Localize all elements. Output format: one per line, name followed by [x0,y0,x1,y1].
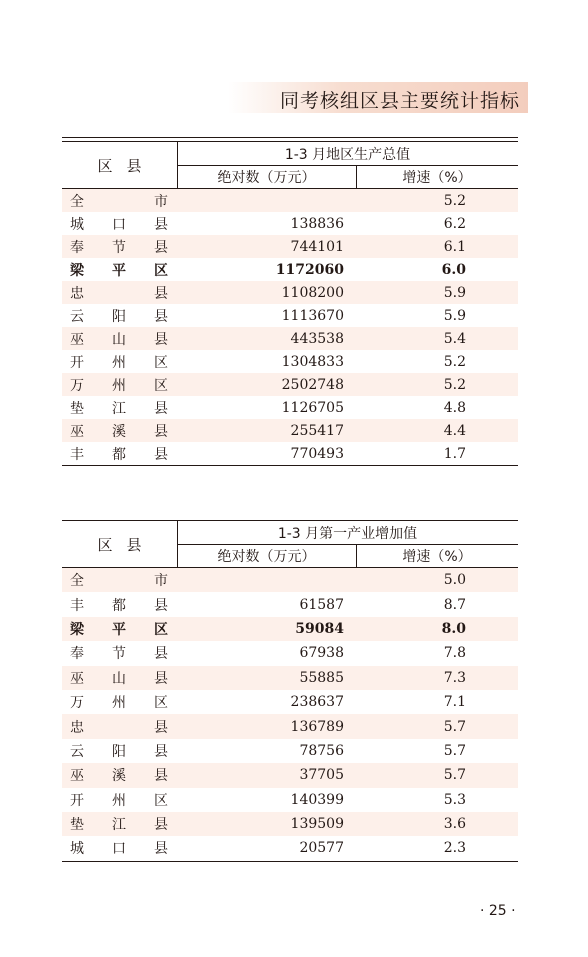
district-name [62,235,177,258]
district-name-char: 县 [154,768,168,785]
district-name-char: 忠 [70,719,84,736]
district-name-char: 山 [112,331,126,348]
growth-rate: 5.2 [443,353,466,370]
absolute-value: 61587 [299,596,344,613]
absolute-value: 2502748 [281,376,344,393]
table-row [62,350,518,373]
absolute-value: 136789 [290,718,344,735]
absolute-column-header: 绝对数（万元） [217,169,316,186]
district-name-char: 州 [112,792,126,809]
district-name-char: 县 [154,423,168,440]
district-name-char: 万 [70,377,84,394]
growth-rate: 1.7 [443,445,466,462]
growth-rate: 3.6 [443,816,466,833]
table-bottom-rule [62,465,518,466]
district-name-char: 云 [70,308,84,325]
district-name-char: 巫 [70,768,84,785]
district-name-char: 区 [154,792,168,809]
section-title: 同考核组区县主要统计指标 [279,90,520,112]
district-name-char: 奉 [70,239,84,256]
district-name [62,836,177,860]
district-name-char: 市 [154,193,168,210]
absolute-value: 138836 [290,215,344,232]
table-row [62,812,518,836]
district-name [62,714,177,738]
district-name [62,396,177,419]
district-name [62,419,177,442]
growth-rate: 4.4 [443,422,466,439]
district-name-char: 口 [112,216,126,233]
growth-rate: 5.4 [443,330,466,347]
district-name [62,304,177,327]
district-name [62,788,177,812]
district-name-char: 开 [70,792,84,809]
table-title: 1-3 月地区生产总值 [284,146,411,163]
absolute-value: 1126705 [281,399,344,416]
district-name-char: 垫 [70,817,84,834]
growth-rate: 5.2 [443,192,466,209]
district-name [62,592,177,616]
district-name-char: 垫 [70,400,84,417]
absolute-value: 1108200 [281,284,344,301]
growth-rate: 8.7 [443,596,466,613]
table-body [62,189,518,465]
district-name-char: 口 [112,841,126,858]
district-name-char: 云 [70,743,84,760]
absolute-column-header: 绝对数（万元） [217,548,316,565]
growth-rate: 6.1 [443,238,466,255]
growth-rate: 2.3 [443,840,466,857]
district-name-char: 县 [154,646,168,663]
growth-rate: 5.7 [443,718,466,735]
table-row [62,836,518,860]
district-name [62,763,177,787]
district-name-char: 区 [154,354,168,371]
district-name-char: 溪 [112,768,126,785]
district-name-char: 平 [112,262,126,279]
absolute-value: 443538 [290,330,344,347]
district-name-char: 县 [154,239,168,256]
absolute-value: 59084 [295,620,344,637]
table-row [62,396,518,419]
district-name [62,327,177,350]
growth-rate: 7.8 [443,645,466,662]
absolute-value: 140399 [290,791,344,808]
absolute-value: 67938 [299,645,344,662]
district-name-char: 县 [154,308,168,325]
table-row [62,281,518,304]
table-row [62,763,518,787]
district-name-char: 城 [70,841,84,858]
table-row [62,788,518,812]
growth-rate: 5.7 [443,767,466,784]
district-name-char: 都 [112,446,126,463]
district-name-char: 市 [154,573,168,590]
district-name-char: 县 [154,743,168,760]
absolute-value: 238637 [290,694,344,711]
page-number: · 25 · [480,903,516,919]
district-name-char: 山 [112,670,126,687]
district-name [62,442,177,465]
district-column-header: 区县 [97,156,156,175]
header-rule [62,137,518,138]
table-header [62,141,518,189]
district-name-char: 城 [70,216,84,233]
growth-rate: 7.3 [443,669,466,686]
district-name-char: 江 [112,817,126,834]
district-name-char: 县 [154,446,168,463]
district-name-char: 梁 [70,262,84,279]
district-name-char: 巫 [70,423,84,440]
absolute-value: 255417 [290,422,344,439]
district-name-char: 都 [112,597,126,614]
primary-industry-table [62,520,518,862]
table-bottom-rule [62,861,518,862]
table-row [62,373,518,396]
district-name-char: 县 [154,597,168,614]
growth-rate: 5.2 [443,376,466,393]
growth-rate: 6.0 [441,261,466,278]
district-name [62,373,177,396]
district-name [62,281,177,304]
table-row [62,592,518,616]
district-name-char: 梁 [70,621,84,638]
table-header [62,520,518,568]
district-name-char: 区 [154,262,168,279]
absolute-value: 55885 [299,669,344,686]
district-name-char: 阳 [112,308,126,325]
district-name-char: 县 [154,719,168,736]
absolute-value: 20577 [299,840,344,857]
district-name-char: 区 [154,377,168,394]
district-name-char: 开 [70,354,84,371]
district-name [62,258,177,281]
table-body [62,568,518,861]
district-name-char: 节 [112,239,126,256]
table-row [62,442,518,465]
table-row [62,327,518,350]
table-row [62,641,518,665]
rate-column-header: 增速（%） [402,548,472,565]
absolute-value: 1304833 [281,353,344,370]
growth-rate: 5.0 [443,572,466,589]
district-name-char: 县 [154,670,168,687]
district-name [62,690,177,714]
district-name-char: 全 [70,573,84,590]
table-row [62,617,518,641]
absolute-value: 1172060 [275,261,344,278]
absolute-value: 78756 [299,742,344,759]
district-name-char: 忠 [70,285,84,302]
district-name-char: 节 [112,646,126,663]
district-name [62,617,177,641]
district-name [62,568,177,592]
district-name [62,641,177,665]
district-name-char: 丰 [70,446,84,463]
district-name [62,350,177,373]
absolute-value: 770493 [290,445,344,462]
district-name-char: 巫 [70,670,84,687]
district-name-char: 丰 [70,597,84,614]
growth-rate: 5.9 [443,307,466,324]
district-name [62,812,177,836]
gdp-table [62,141,518,466]
table-row [62,419,518,442]
district-name-char: 区 [154,695,168,712]
table-row [62,690,518,714]
district-name-char: 平 [112,621,126,638]
district-name [62,189,177,212]
table-row [62,258,518,281]
district-name-char: 巫 [70,331,84,348]
district-name-char: 万 [70,695,84,712]
district-name [62,739,177,763]
growth-rate: 7.1 [443,694,466,711]
table-row [62,235,518,258]
table-row [62,739,518,763]
district-name [62,212,177,235]
section-banner [228,82,528,113]
district-name-char: 州 [112,695,126,712]
district-name-char: 州 [112,354,126,371]
district-name-char: 州 [112,377,126,394]
table-title: 1-3 月第一产业增加值 [277,525,418,542]
district-name-char: 溪 [112,423,126,440]
growth-rate: 8.0 [441,620,466,637]
district-name [62,666,177,690]
district-name-char: 江 [112,400,126,417]
district-name-char: 县 [154,216,168,233]
growth-rate: 5.7 [443,742,466,759]
absolute-value: 37705 [299,767,344,784]
absolute-value: 139509 [290,816,344,833]
district-name-char: 县 [154,400,168,417]
district-name-char: 阳 [112,743,126,760]
table-row [62,666,518,690]
growth-rate: 4.8 [443,399,466,416]
rate-column-header: 增速（%） [402,169,472,186]
district-name-char: 县 [154,817,168,834]
growth-rate: 5.3 [443,791,466,808]
district-name-char: 区 [154,621,168,638]
table-row [62,304,518,327]
district-name-char: 全 [70,193,84,210]
table-row [62,568,518,592]
table-row [62,189,518,212]
absolute-value: 744101 [290,238,344,255]
district-name-char: 县 [154,841,168,858]
district-column-header: 区县 [97,535,156,554]
table-row [62,714,518,738]
district-name-char: 县 [154,285,168,302]
absolute-value: 1113670 [281,307,344,324]
district-name-char: 奉 [70,646,84,663]
growth-rate: 5.9 [443,284,466,301]
table-row [62,212,518,235]
growth-rate: 6.2 [443,215,466,232]
district-name-char: 县 [154,331,168,348]
